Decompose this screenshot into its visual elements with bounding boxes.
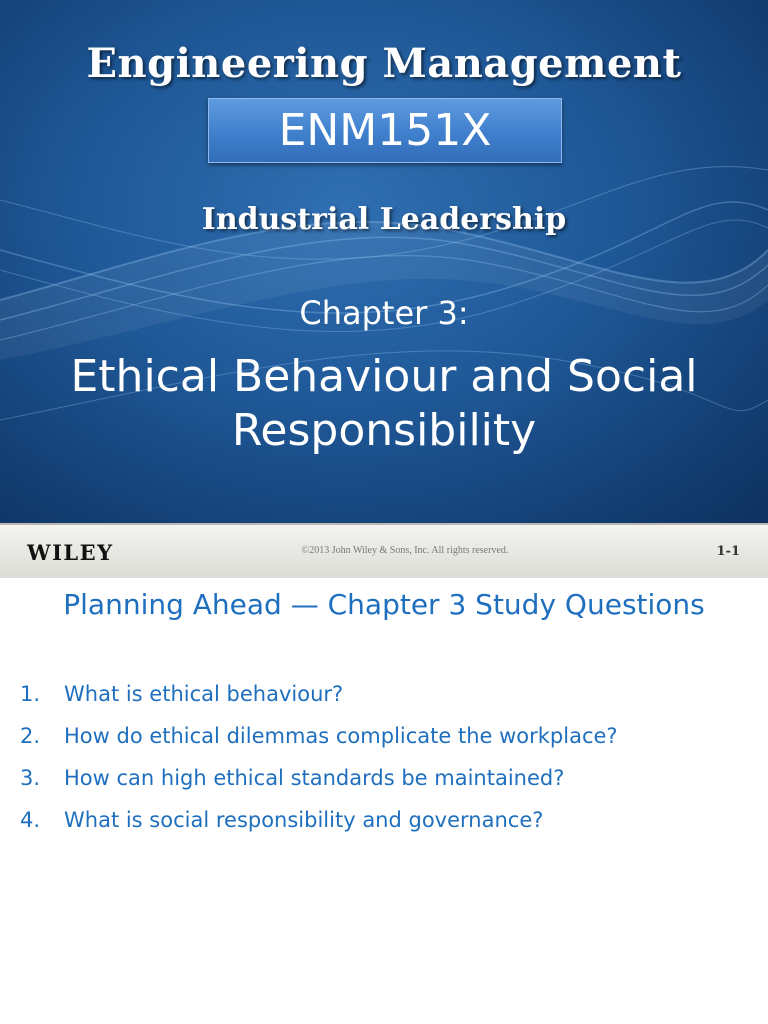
question-text: How can high ethical standards be maintained?: [64, 766, 565, 790]
slide-footer: [0, 523, 768, 578]
presentation-subtitle: Industrial Leadership: [201, 202, 567, 237]
list-item: [20, 760, 740, 796]
question-text: How do ethical dilemmas complicate the workplace?: [64, 724, 618, 748]
chapter-title: Ethical Behaviour and Social Responsibility: [70, 351, 698, 456]
copyright-notice: ©2013 John Wiley & Sons, Inc. All rights reserved.: [301, 545, 509, 556]
page-number: 1-1: [716, 544, 740, 559]
study-questions-list: [20, 676, 740, 844]
presentation-title: Engineering Management: [86, 40, 682, 87]
wiley-logo: WILEY: [27, 540, 114, 565]
question-number: 2.: [20, 724, 41, 748]
list-item: [20, 676, 740, 712]
course-code-box: ENM151X: [208, 98, 562, 163]
study-questions-title: Planning Ahead — Chapter 3 Study Questions: [63, 588, 705, 621]
question-number: 3.: [20, 766, 41, 790]
question-number: 1.: [20, 682, 41, 706]
question-text: What is social responsibility and governance?: [64, 808, 544, 832]
question-number: 4.: [20, 808, 41, 832]
question-text: What is ethical behaviour?: [64, 682, 344, 706]
list-item: [20, 718, 740, 754]
list-item: [20, 802, 740, 838]
chapter-label: Chapter 3:: [299, 294, 469, 332]
